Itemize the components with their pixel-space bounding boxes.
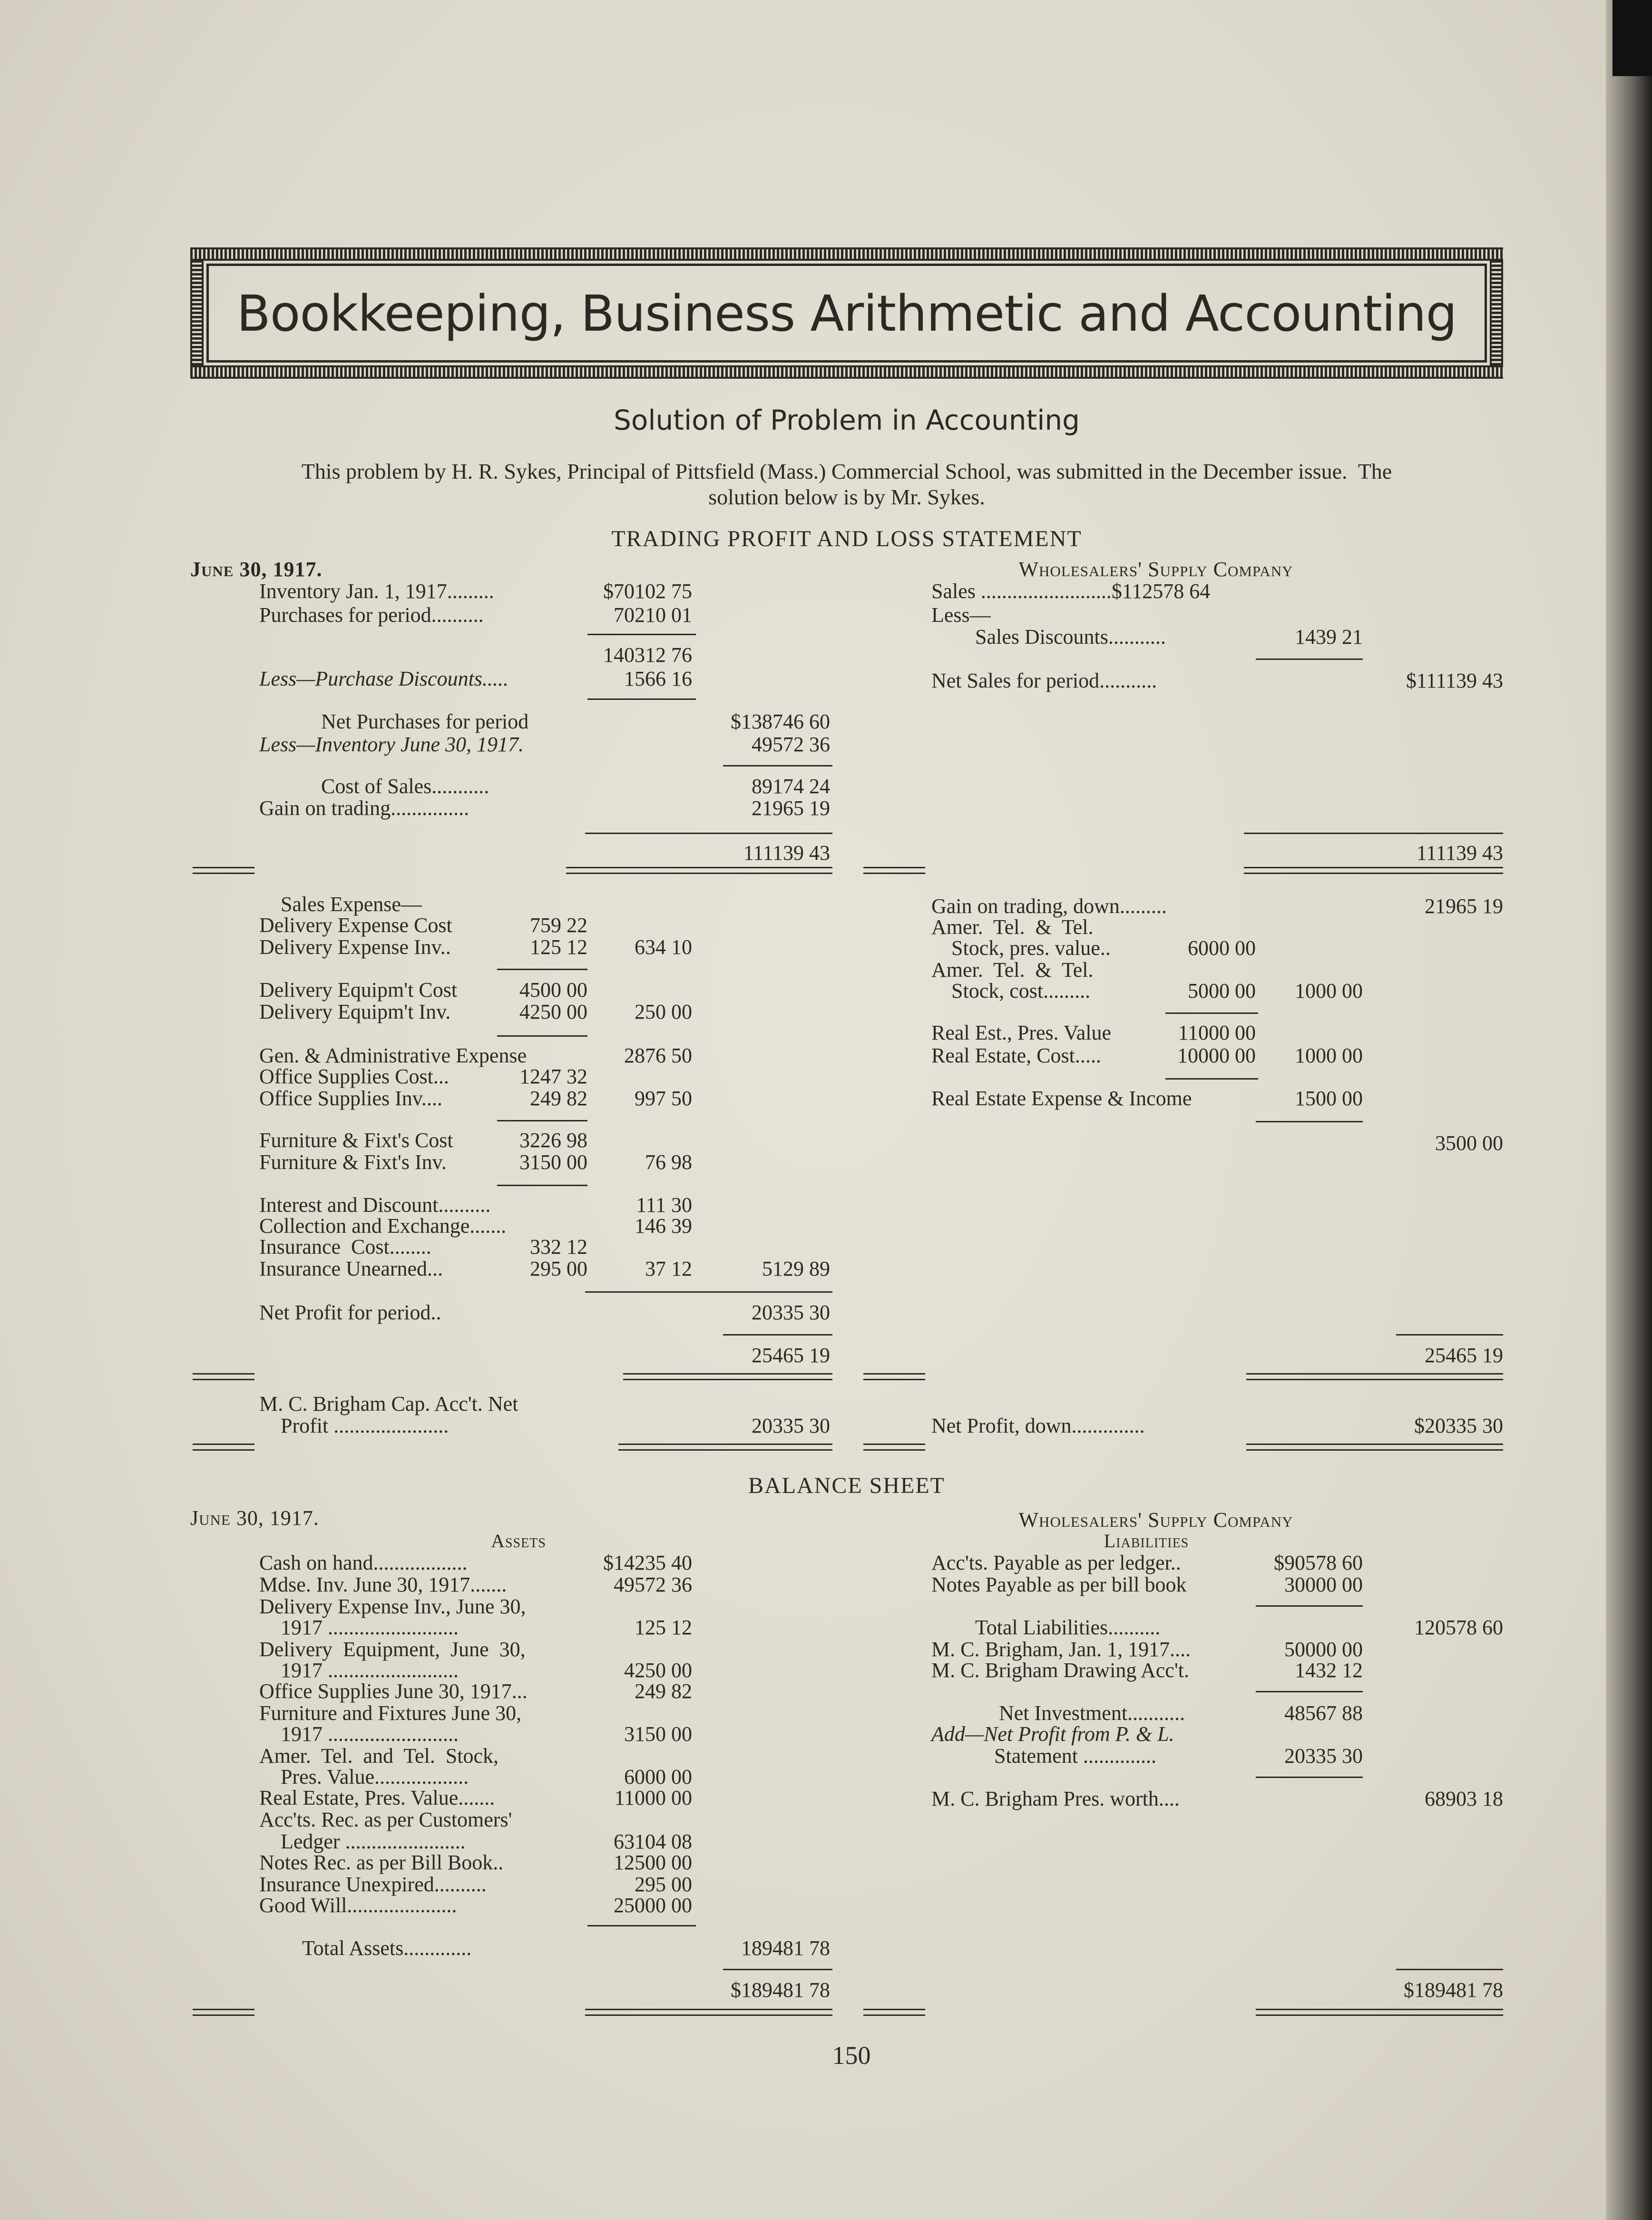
- double-rule: [863, 1449, 925, 1451]
- double-rule: [193, 2009, 254, 2010]
- pl-furniture-net: 76 98: [645, 1150, 692, 1174]
- rule: [1396, 1969, 1503, 1970]
- rule: [1165, 1012, 1258, 1014]
- pl-left-total: 111139 43: [743, 841, 830, 864]
- bs-drawing: M. C. Brigham Drawing Acc't.: [931, 1659, 1189, 1682]
- pl-re-expense-amount: 1500 00: [1295, 1087, 1363, 1110]
- bs-office-supplies: Office Supplies June 30, 1917...: [259, 1680, 528, 1703]
- double-rule: [1244, 867, 1503, 868]
- pl-less-inventory-june: Less—Inventory June 30, 1917.: [259, 733, 524, 756]
- double-rule: [193, 1379, 254, 1380]
- bs-assets-grand-total: $189481 78: [731, 1978, 830, 2002]
- pl-office-supplies-inv-amount: 249 82: [530, 1087, 587, 1110]
- page-corner-shadow: [1613, 0, 1652, 76]
- bs-date: June 30, 1917.: [190, 1506, 319, 1530]
- double-rule: [863, 2014, 925, 2016]
- pl-sales-expense: Sales Expense—: [281, 893, 422, 916]
- pl-capital-amount: 20335 30: [752, 1414, 830, 1437]
- pl-att-1: Amer. Tel. & Tel.: [931, 915, 1094, 939]
- bs-furniture-2: 1917 .........................: [281, 1722, 459, 1746]
- bs-att-2: Pres. Value..................: [281, 1765, 469, 1788]
- pl-delivery-expense-cost-amount: 759 22: [530, 914, 587, 937]
- rule: [497, 1185, 587, 1186]
- bs-delivery-expense-2: 1917 .........................: [281, 1616, 459, 1639]
- pl-att-3: Amer. Tel. & Tel.: [931, 958, 1094, 982]
- double-rule: [1246, 1379, 1503, 1380]
- book-spine-shadow: [1606, 0, 1652, 2220]
- pl-furniture-inv-amount: 3150 00: [519, 1150, 587, 1174]
- rule: [1256, 1121, 1363, 1122]
- rule: [587, 634, 696, 635]
- pl-net-sales-amount: $111139 43: [1406, 669, 1503, 692]
- page-number: 150: [832, 2041, 871, 2070]
- bs-add-net-profit-amount: 20335 30: [1284, 1744, 1363, 1768]
- pl-collection-amount: 146 39: [635, 1214, 692, 1238]
- bs-delivery-equipment-amount: 4250 00: [624, 1659, 692, 1682]
- double-rule: [193, 867, 254, 868]
- rule: [497, 1120, 587, 1121]
- bs-ar-amount: 63104 08: [614, 1830, 692, 1853]
- bs-capital-amount: 50000 00: [1284, 1638, 1363, 1661]
- pl-inventory-jan-amount: $70102 75: [603, 580, 692, 603]
- pl-net-profit-amount: 20335 30: [752, 1301, 830, 1324]
- double-rule: [863, 1373, 925, 1375]
- bs-furniture-amount: 3150 00: [624, 1722, 692, 1746]
- rule: [723, 765, 832, 766]
- bs-net-investment: Net Investment...........: [999, 1701, 1185, 1725]
- pl-purchases-subtotal: 140312 76: [603, 643, 692, 667]
- bs-goodwill-amount: 25000 00: [614, 1894, 692, 1917]
- bs-delivery-expense-1: Delivery Expense Inv., June 30,: [259, 1595, 526, 1618]
- double-rule: [566, 873, 832, 874]
- bs-ap: Acc'ts. Payable as per ledger..: [931, 1551, 1181, 1574]
- bs-cash-amount: $14235 40: [603, 1551, 692, 1574]
- double-rule: [193, 1449, 254, 1451]
- double-rule: [863, 2009, 925, 2010]
- pl-re-2: Real Estate, Cost.....: [931, 1044, 1101, 1067]
- bs-company: Wholesalers' Supply Company: [1018, 1508, 1293, 1532]
- bs-notes-rec: Notes Rec. as per Bill Book..: [259, 1851, 504, 1874]
- pl-delivery-expense-inv-amount: 125 12: [530, 935, 587, 959]
- bs-cash: Cash on hand..................: [259, 1551, 468, 1574]
- pl-net-profit: Net Profit for period..: [259, 1301, 441, 1324]
- double-rule: [863, 867, 925, 868]
- pl-heading: TRADING PROFIT AND LOSS STATEMENT: [611, 526, 1082, 551]
- pl-att-net: 1000 00: [1295, 979, 1363, 1002]
- pl-furniture-cost: Furniture & Fixt's Cost: [259, 1129, 453, 1152]
- pl-gain-down: Gain on trading, down.........: [931, 894, 1167, 918]
- double-rule: [863, 1444, 925, 1445]
- rule: [1256, 1777, 1363, 1778]
- rule: [1256, 1605, 1363, 1607]
- article-title: Solution of Problem in Accounting: [614, 404, 1080, 436]
- pl-re-expense: Real Estate Expense & Income: [931, 1087, 1192, 1110]
- pl-right-grand-total: 25465 19: [1425, 1344, 1503, 1367]
- bs-att-1: Amer. Tel. and Tel. Stock,: [259, 1744, 499, 1768]
- pl-inventory-jan: Inventory Jan. 1, 1917.........: [259, 580, 494, 603]
- pl-date: June 30, 1917.: [190, 558, 323, 581]
- bs-real-estate: Real Estate, Pres. Value.......: [259, 1786, 495, 1809]
- pl-insurance-unearned: Insurance Unearned...: [259, 1257, 443, 1280]
- rule: [497, 969, 587, 970]
- bs-net-investment-amount: 48567 88: [1284, 1701, 1363, 1725]
- pl-gain-on-trading: Gain on trading...............: [259, 796, 469, 820]
- rule: [585, 833, 832, 834]
- bs-goodwill: Good Will.....................: [259, 1894, 457, 1917]
- pl-net-profit-down: Net Profit, down..............: [931, 1414, 1145, 1437]
- double-rule: [1244, 873, 1503, 874]
- bs-capital: M. C. Brigham, Jan. 1, 1917....: [931, 1638, 1191, 1661]
- pl-re-1: Real Est., Pres. Value: [931, 1021, 1112, 1044]
- section-title: Bookkeeping, Business Arithmetic and Accounting: [236, 285, 1457, 343]
- pl-purchases-amount: 70210 01: [614, 603, 692, 627]
- pl-net-sales: Net Sales for period...........: [931, 669, 1157, 692]
- bs-insurance: Insurance Unexpired..........: [259, 1873, 487, 1896]
- bs-ap-amount: $90578 60: [1274, 1551, 1363, 1574]
- pl-sales: Sales .........................$112578 64: [931, 580, 1211, 603]
- pl-office-supplies-cost: Office Supplies Cost...: [259, 1065, 449, 1088]
- pl-insurance-cost-amount: 332 12: [530, 1235, 587, 1258]
- rule: [587, 1925, 696, 1926]
- pl-other-total: 3500 00: [1435, 1131, 1503, 1155]
- pl-cost-of-sales-amount: 89174 24: [752, 775, 830, 798]
- double-rule: [618, 1444, 832, 1445]
- pl-net-profit-down-amount: $20335 30: [1414, 1414, 1503, 1437]
- bs-statement: Statement ..............: [994, 1744, 1156, 1768]
- bs-liabilities-heading: Liabilities: [1104, 1530, 1189, 1552]
- rule: [1165, 1078, 1258, 1080]
- pl-delivery-expense-inv: Delivery Expense Inv..: [259, 935, 451, 959]
- bs-ar-2: Ledger .......................: [281, 1830, 466, 1853]
- pl-expenses-total: 5129 89: [762, 1257, 830, 1280]
- pl-cost-of-sales: Cost of Sales...........: [321, 775, 489, 798]
- pl-office-supplies-inv: Office Supplies Inv....: [259, 1087, 442, 1110]
- pl-delivery-expense-cost: Delivery Expense Cost: [259, 914, 452, 937]
- pl-interest-amount: 111 30: [636, 1193, 692, 1217]
- pl-gain-down-amount: 21965 19: [1425, 894, 1503, 918]
- pl-purchases: Purchases for period..........: [259, 603, 484, 627]
- bs-total-liabilities-amount: 120578 60: [1414, 1616, 1503, 1639]
- bs-insurance-amount: 295 00: [635, 1873, 692, 1896]
- pl-att-2-amount: 6000 00: [1188, 936, 1256, 960]
- double-rule: [863, 1379, 925, 1380]
- pl-right-total: 111139 43: [1416, 841, 1503, 864]
- pl-less-purchase-discounts: Less—Purchase Discounts.....: [259, 667, 508, 690]
- pl-purchase-discounts-amount: 1566 16: [624, 667, 692, 690]
- pl-delivery-equip-inv-amount: 4250 00: [519, 1000, 587, 1023]
- bs-delivery-expense-amount: 125 12: [635, 1616, 692, 1639]
- pl-delivery-equip-inv: Delivery Equipm't Inv.: [259, 1000, 451, 1023]
- double-rule: [585, 2009, 832, 2010]
- pl-gen-admin-amount: 2876 50: [624, 1044, 692, 1067]
- bs-total-liabilities: Total Liabilities..........: [975, 1616, 1161, 1639]
- bs-ar-1: Acc'ts. Rec. as per Customers': [259, 1808, 512, 1831]
- pl-delivery-expense-net: 634 10: [635, 935, 692, 959]
- double-rule: [623, 1379, 832, 1380]
- pl-sales-discounts-amount: 1439 21: [1295, 625, 1363, 648]
- pl-insurance-net: 37 12: [645, 1257, 692, 1280]
- pl-insurance-unearned-amount: 295 00: [530, 1257, 587, 1280]
- banner-rail-top: [190, 247, 1503, 261]
- pl-net-purchases: Net Purchases for period: [321, 710, 529, 733]
- pl-interest: Interest and Discount..........: [259, 1193, 491, 1217]
- pl-delivery-equip-net: 250 00: [635, 1000, 692, 1023]
- bs-real-estate-amount: 11000 00: [614, 1786, 692, 1809]
- bs-notes-rec-amount: 12500 00: [614, 1851, 692, 1874]
- section-banner: [190, 247, 1503, 379]
- double-rule: [566, 867, 832, 868]
- article-intro-line-2: solution below is by Mr. Sykes.: [708, 485, 985, 509]
- bs-liabilities-grand-total: $189481 78: [1404, 1978, 1503, 2002]
- pl-att-4: Stock, cost.........: [951, 979, 1091, 1002]
- pl-office-supplies-net: 997 50: [635, 1087, 692, 1110]
- bs-delivery-equipment-1: Delivery Equipment, June 30,: [259, 1638, 526, 1661]
- pl-re-2-amount: 10000 00: [1177, 1044, 1256, 1067]
- double-rule: [1256, 2014, 1503, 2016]
- pl-re-net: 1000 00: [1295, 1044, 1363, 1067]
- bs-att-amount: 6000 00: [624, 1765, 692, 1788]
- bs-mdse-amount: 49572 36: [614, 1573, 692, 1596]
- rule: [585, 1291, 832, 1293]
- rule: [1256, 658, 1363, 660]
- bs-np-amount: 30000 00: [1284, 1573, 1363, 1596]
- double-rule: [193, 1444, 254, 1445]
- rule: [723, 1334, 832, 1336]
- pl-capital-line-2: Profit ......................: [281, 1414, 449, 1437]
- article-intro-line-1: This problem by H. R. Sykes, Principal of Pittsfield (Mass.) Commercial School, was submitted in the December issue. The: [301, 459, 1392, 483]
- double-rule: [1256, 2009, 1503, 2010]
- double-rule: [863, 873, 925, 874]
- bs-furniture-1: Furniture and Fixtures June 30,: [259, 1701, 522, 1725]
- rule: [587, 698, 696, 700]
- bs-present-worth-amount: 68903 18: [1425, 1787, 1503, 1810]
- pl-inventory-june-amount: 49572 36: [752, 733, 830, 756]
- pl-collection: Collection and Exchange.......: [259, 1214, 507, 1238]
- double-rule: [623, 1373, 832, 1375]
- double-rule: [193, 873, 254, 874]
- pl-company: Wholesalers' Supply Company: [1018, 558, 1293, 581]
- double-rule: [193, 1373, 254, 1375]
- pl-att-4-amount: 5000 00: [1188, 979, 1256, 1002]
- pl-furniture-inv: Furniture & Fixt's Inv.: [259, 1150, 447, 1174]
- bs-heading: BALANCE SHEET: [748, 1473, 945, 1498]
- bs-np: Notes Payable as per bill book: [931, 1573, 1187, 1596]
- double-rule: [1246, 1449, 1503, 1451]
- pl-office-supplies-cost-amount: 1247 32: [519, 1065, 587, 1088]
- bs-present-worth: M. C. Brigham Pres. worth....: [931, 1787, 1180, 1810]
- double-rule: [618, 1449, 832, 1451]
- pl-gen-admin: Gen. & Administrative Expense: [259, 1044, 527, 1067]
- rule: [723, 1969, 832, 1970]
- rule: [497, 1035, 587, 1037]
- pl-att-2: Stock, pres. value..: [951, 936, 1111, 960]
- pl-capital-line-1: M. C. Brigham Cap. Acc't. Net: [259, 1392, 518, 1415]
- double-rule: [1246, 1373, 1503, 1375]
- bs-mdse: Mdse. Inv. June 30, 1917.......: [259, 1573, 507, 1596]
- pl-left-grand-total: 25465 19: [752, 1344, 830, 1367]
- pl-re-1-amount: 11000 00: [1178, 1021, 1256, 1044]
- bs-total-assets-amount: 189481 78: [741, 1936, 830, 1960]
- banner-rail-bottom: [190, 365, 1503, 379]
- double-rule: [193, 2014, 254, 2016]
- pl-gain-on-trading-amount: 21965 19: [752, 796, 830, 820]
- bs-delivery-equipment-2: 1917 .........................: [281, 1659, 459, 1682]
- pl-furniture-cost-amount: 3226 98: [519, 1129, 587, 1152]
- bs-drawing-amount: 1432 12: [1295, 1659, 1363, 1682]
- pl-delivery-equip-cost: Delivery Equipm't Cost: [259, 978, 458, 1002]
- pl-net-purchases-amount: $138746 60: [731, 710, 830, 733]
- pl-less: Less—: [931, 603, 991, 627]
- rule: [1396, 1334, 1503, 1336]
- bs-assets-heading: Assets: [491, 1530, 546, 1552]
- rule: [1244, 833, 1503, 834]
- bs-add-net-profit: Add—Net Profit from P. & L.: [931, 1722, 1174, 1746]
- pl-delivery-equip-cost-amount: 4500 00: [519, 978, 587, 1002]
- double-rule: [585, 2014, 832, 2016]
- rule: [1256, 1691, 1363, 1692]
- double-rule: [1246, 1444, 1503, 1445]
- pl-sales-discounts: Sales Discounts...........: [975, 625, 1166, 648]
- pl-insurance-cost: Insurance Cost........: [259, 1235, 431, 1258]
- bs-total-assets: Total Assets.............: [302, 1936, 472, 1960]
- bs-office-supplies-amount: 249 82: [635, 1680, 692, 1703]
